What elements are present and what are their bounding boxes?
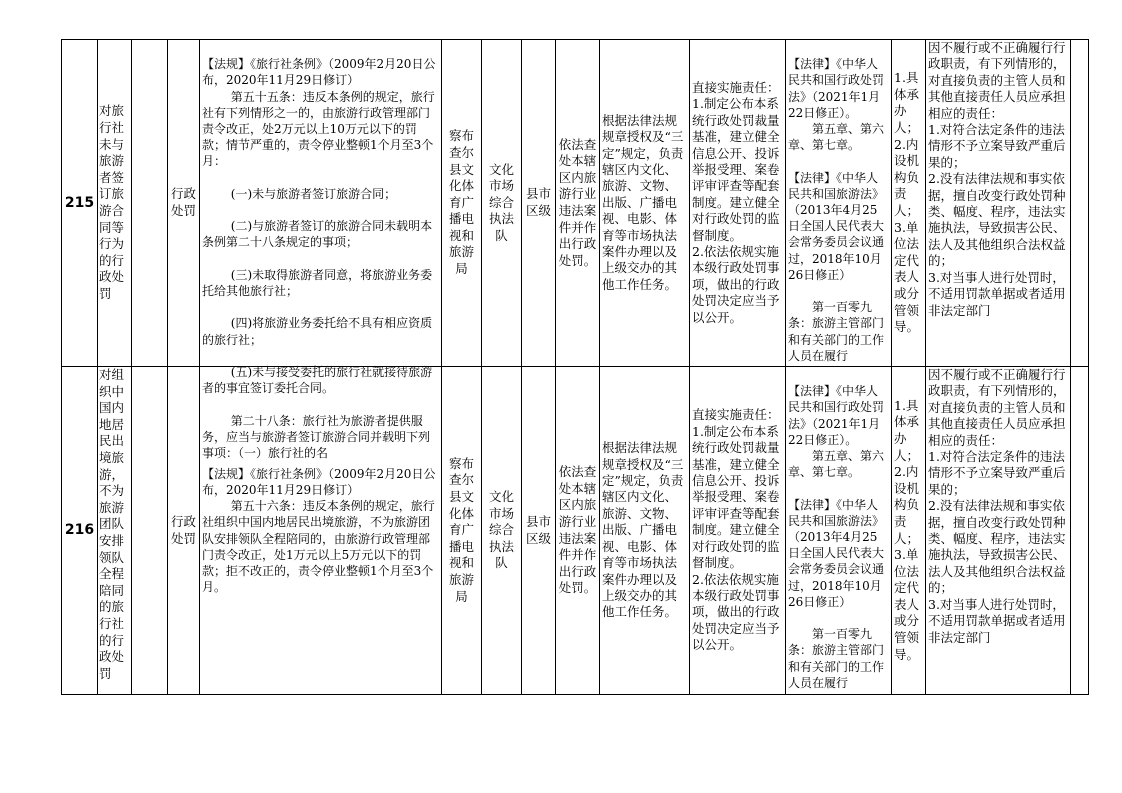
admin-level: 县市区级 [522, 40, 556, 367]
law-clause: (四)将旅游业务委托给不具有相应资质的旅行社； [202, 316, 433, 347]
legal-ref-item: 第一百零九条：旅游主管部门和有关部门的工作人员在履行 [788, 300, 885, 363]
legal-reference [786, 40, 892, 367]
row-number: 216 [62, 367, 98, 695]
liability-conditions [926, 40, 1071, 367]
jurisdiction-scope: 依法查处本辖区内旅游行业违法案件并作出行政处罚。 [556, 367, 600, 695]
legal-reference [786, 367, 892, 695]
law-clause: (三)未取得旅游者同意，将旅游业务委托给其他旅行社； [202, 267, 433, 299]
item-name [98, 367, 132, 695]
empty-cell [132, 367, 168, 695]
law-clause: (五)未与接受委托的旅行社就接待旅游者的事宜签订委托合同。 [202, 365, 433, 396]
responsible-subjects: 1.具体承办人； 2.内设机构负责人； 3.单位法定代表人或分管领导。 [892, 40, 926, 367]
item-category: 行政处罚 [168, 367, 200, 695]
law-clause: 第二十八条：旅行社为旅游者提供服务，应当与旅游者签订旅游合同并载明下列事项：（一）旅行社的名 [202, 413, 431, 461]
legal-ref-item: 第五章、第六章、第七章。 [788, 122, 885, 153]
law-clause: (二)与旅游者签订的旅游合同未载明本条例第二十八条规定的事项； [202, 219, 433, 250]
direct-responsibility: 直接实施责任：1.制定公布本系统行政处罚裁量基准，建立健全信息公开、投诉举报受理、案卷评审评查等配套制度。建立健全对行政处罚的监督制度。 2.依法依规实施本级行政处罚事项，做出的行政处罚决定应当予以公开。 [690, 367, 786, 695]
empty-cell [1071, 367, 1089, 695]
authority-basis: 根据法律法规规章授权及“三定”规定，负责辖区内文化、旅游、文物、出版、广播电视、电影、体育等市场执法案件办理以及上级交办的其他工作任务。 [600, 367, 690, 695]
legal-ref-item: 【法律】《中华人民共和国行政处罚法》（2021年1月22日修正）。 [788, 384, 885, 447]
admin-level: 县市区级 [522, 367, 556, 695]
department: 察布查尔县文化体育广播电视和旅游局 [442, 367, 482, 695]
law-title: 【法规】《旅行社条例》（2009年2月20日公布，2020年11月29日修订） [202, 466, 436, 497]
item-category: 行政处罚 [168, 40, 200, 367]
liability-text: 因不履行或不正确履行行政职责，有下列情形的，对直接负责的主管人员和其他直接责任人员应承担相应的责任： 1.对符合法定条件的违法情形不予立案导致严重后果的； 2.没有法律法规和事实依据，擅自改变行政处罚种类、幅度、程序，违法实施执法，导致损害公民、法人及其他组织合法权益的； 3.对当事人进行处罚时，不适用罚款单据或者适用非法定部门 [928, 367, 1066, 645]
legal-ref-item: 【法律】《中华人民共和国旅游法》（2013年4月25日全国人民代表大会常务委员会议通过，2018年10月26日修正） [788, 170, 885, 282]
law-clause: (一)未与旅游者签订旅游合同； [230, 186, 397, 201]
row-number: 215 [62, 40, 98, 367]
law-title: 【法规】《旅行社条例》（2009年2月20日公布，2020年11月29日修订） [202, 57, 436, 88]
authority-basis: 根据法律法规规章授权及“三定”规定，负责辖区内文化、旅游、文物、出版、广播电视、电影、体育等市场执法案件办理以及上级交办的其他工作任务。 [600, 40, 690, 367]
responsible-subjects: 1.具体承办人； 2.内设机构负责人； 3.单位法定代表人或分管领导。 [892, 367, 926, 695]
direct-responsibility: 直接实施责任：1.制定公布本系统行政处罚裁量基准，建立健全信息公开、投诉举报受理、案卷评审评查等配套制度。建立健全对行政处罚的监督制度。 2.依法依规实施本级行政处罚事项，做出的行政处罚决定应当予以公开。 [690, 40, 786, 367]
liability-text: 因不履行或不正确履行行政职责，有下列情形的，对直接负责的主管人员和其他直接责任人员应承担相应的责任： 1.对符合法定条件的违法情形不予立案导致严重后果的； 2.没有法律法规和事实依据，擅自改变行政处罚种类、幅度、程序，违法实施执法，导致损害公民、法人及其他组织合法权益的； 3.对当事人进行处罚时，不适用罚款单据或者适用非法定部门 [928, 40, 1066, 318]
law-clause: 第五十五条：违反本条例的规定，旅行社有下列情形之一的，由旅游行政管理部门责令改正，处2万元以上10万元以下的罚款；情节严重的，责令停业整顿1个月至3个月： [202, 89, 435, 169]
item-name-text: 对组织中国内地居民出境旅游，不为旅游团队安排领队全程陪同的旅行社的行政处罚 [99, 367, 125, 681]
law-clause: 第五十六条：违反本条例的规定，旅行社组织中国内地居民出境旅游，不为旅游团队安排领队全程陪同的，由旅游行政管理部门责令改正，处1万元以上5万元以下的罚款；拒不改正的，责令停业整顿1个月至3个月。 [202, 499, 435, 595]
empty-cell [1071, 40, 1089, 367]
jurisdiction-scope: 依法查处本辖区内旅游行业违法案件并作出行政处罚。 [556, 40, 600, 367]
law-basis [200, 40, 442, 461]
legal-ref-item: 【法律】《中华人民共和国旅游法》（2013年4月25日全国人民代表大会常务委员会议通过，2018年10月26日修正） [788, 497, 885, 609]
item-name: 对旅行社未与旅游者签订旅游合同等行为的行政处罚 [98, 40, 132, 367]
legal-ref-item: 第一百零九条：旅游主管部门和有关部门的工作人员在履行 [788, 627, 885, 690]
liability-conditions [926, 367, 1071, 695]
legal-ref-item: 【法律】《中华人民共和国行政处罚法》（2021年1月22日修正）。 [788, 57, 885, 120]
table-row [62, 40, 1089, 367]
department: 察布查尔县文化体育广播电视和旅游局 [442, 40, 482, 367]
legal-ref-item: 第五章、第六章、第七章。 [788, 449, 885, 480]
enforcement-table [61, 39, 1089, 695]
table-row [62, 367, 1089, 695]
enforcement-unit: 文化市场综合执法队 [482, 367, 522, 695]
empty-cell [132, 40, 168, 367]
enforcement-unit: 文化市场综合执法队 [482, 40, 522, 367]
